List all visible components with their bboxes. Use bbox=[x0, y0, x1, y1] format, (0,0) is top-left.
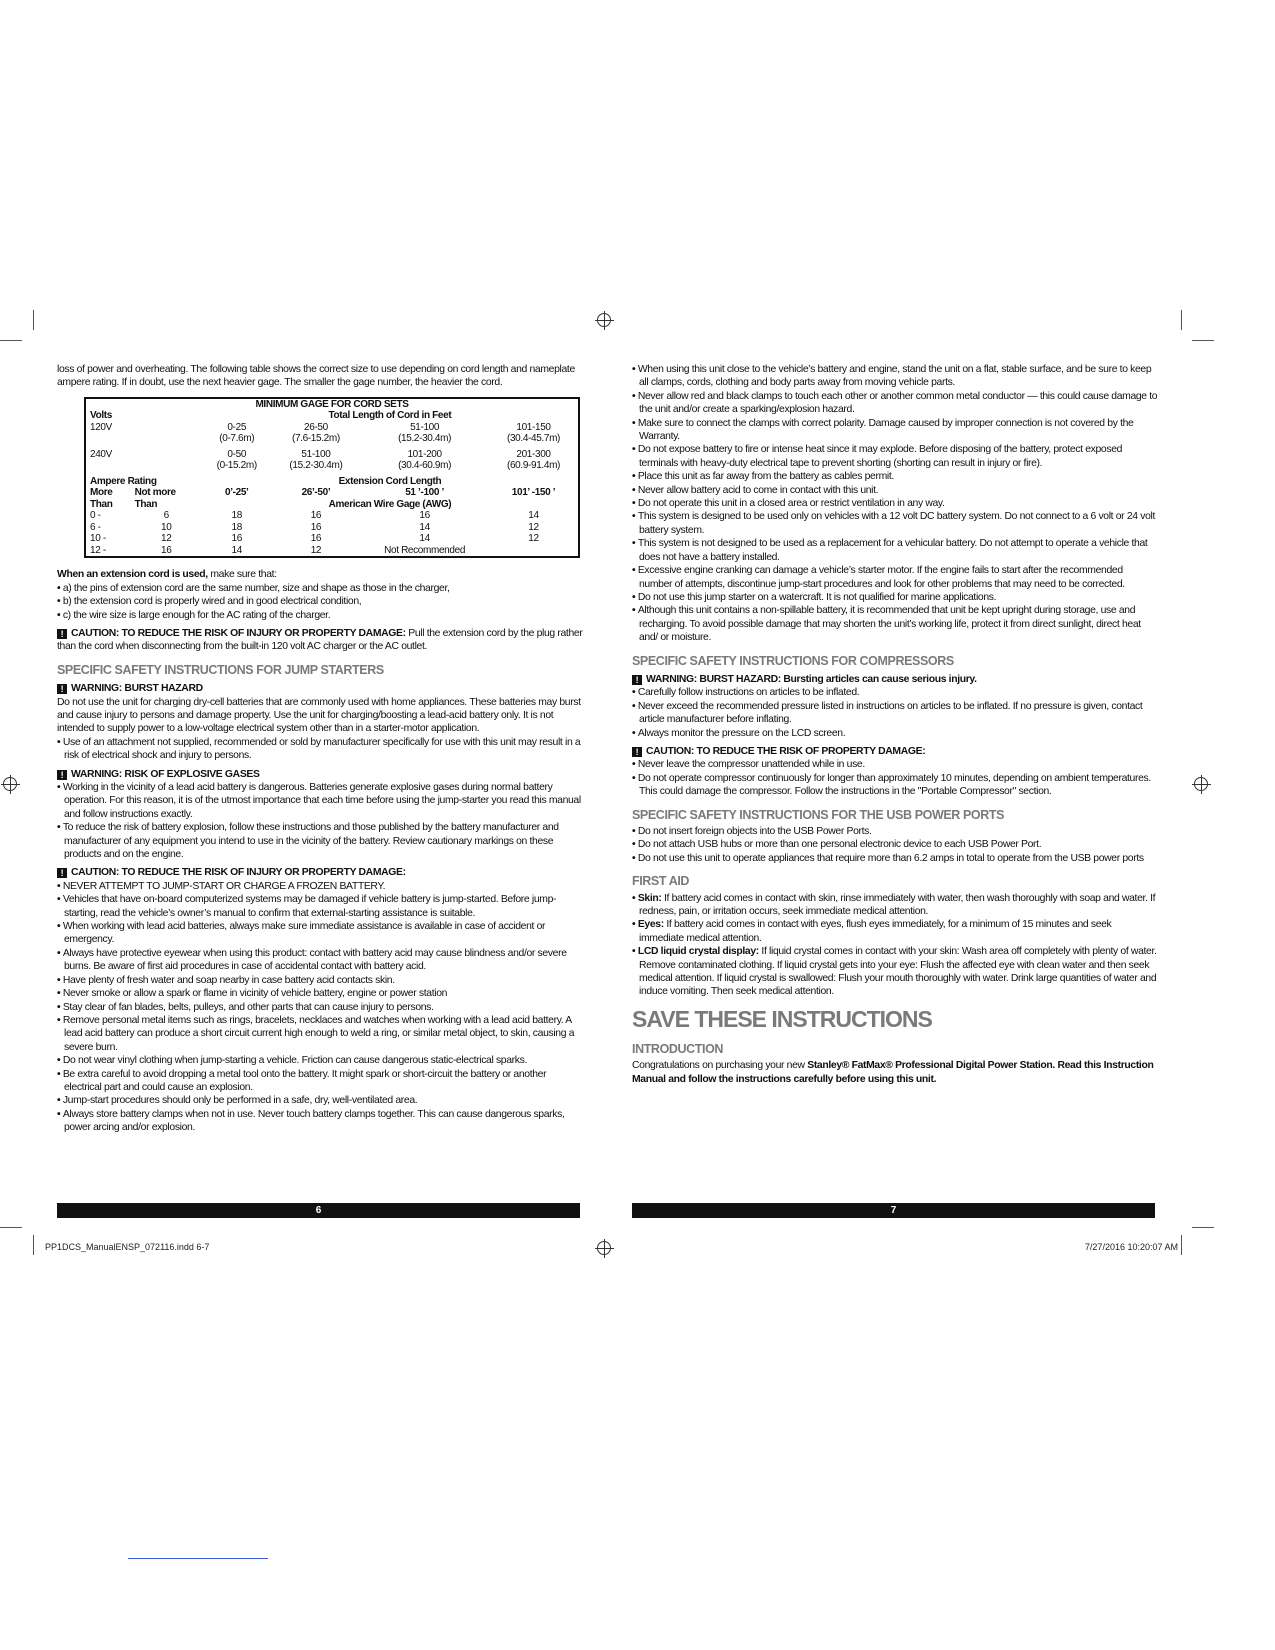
body-text: loss of power and overheating. The following table shows the correct size to use depending on cord length and nameplate ampere rating. If in doubt, use the next heavier gage. The smaller the gage number, the heavier the cord. bbox=[57, 364, 575, 389]
table-row bbox=[85, 510, 579, 522]
warning-label bbox=[57, 768, 583, 781]
body-text: Never allow battery acid to come in contact with this unit. bbox=[637, 484, 879, 496]
warning-icon: ! bbox=[632, 747, 642, 757]
table-cell: 16 bbox=[310, 533, 322, 545]
table-cell bbox=[272, 422, 360, 449]
section-heading: SPECIFIC SAFETY INSTRUCTIONS FOR THE USB POWER PORTS bbox=[632, 807, 1005, 822]
registration-mark-icon bbox=[3, 777, 17, 791]
paragraph bbox=[632, 1059, 1158, 1086]
table-cell bbox=[360, 449, 489, 476]
table-cell: More bbox=[90, 487, 113, 499]
bullet-item bbox=[632, 700, 1158, 727]
table-cell: 10 bbox=[161, 521, 172, 533]
bullet-item bbox=[632, 892, 1158, 919]
bullet-item bbox=[57, 920, 583, 947]
bullet-item bbox=[57, 880, 583, 893]
table-cell: 14 bbox=[231, 544, 242, 556]
body-text: c) the wire size is large enough for the AC rating of the charger. bbox=[62, 609, 331, 621]
bullet-item bbox=[632, 772, 1158, 799]
crop-mark bbox=[1181, 310, 1182, 330]
body-text: NEVER ATTEMPT TO JUMP-START OR CHARGE A FROZEN BATTERY. bbox=[62, 880, 386, 892]
body-text: Be extra careful to avoid dropping a metal tool onto the battery. It might spark or short-circuit the battery or another electrical part and could cause an explosion. bbox=[62, 1068, 547, 1093]
table-cell bbox=[360, 422, 489, 449]
crop-mark bbox=[0, 340, 22, 341]
warning-text: Pull the extension cord by the plug rather than the cord when disconnecting from the built-in 120 volt AC charger or the AC outlet. bbox=[57, 627, 583, 653]
bullet-item bbox=[632, 604, 1158, 644]
table-cell: Volts bbox=[90, 410, 112, 422]
bullet-item bbox=[632, 510, 1158, 537]
registration-mark-icon bbox=[597, 313, 611, 327]
body-text: This system is designed to be used only on vehicles with a 12 volt DC battery system. Do not connect to a 6 volt or 24 volt battery system. bbox=[637, 511, 1155, 536]
bullet-item bbox=[632, 727, 1158, 740]
body-text: Stay clear of fan blades, belts, pulleys, and other parts that can cause injury to persons. bbox=[62, 1001, 434, 1013]
bullet-item bbox=[57, 893, 583, 920]
table-cell: Than bbox=[134, 498, 158, 510]
range-ft: 51-100 bbox=[301, 448, 331, 460]
range-m: (0-15.2m) bbox=[216, 460, 257, 472]
warning-icon: ! bbox=[57, 629, 67, 639]
table-row bbox=[85, 545, 579, 558]
table-row bbox=[85, 499, 579, 511]
body-text: To reduce the risk of battery explosion, follow these instructions and those published by the battery manufacturer and manufacturer of any equipment you intend to use in the vicinity of the battery. Review cautionary markings on these products and on the engine. bbox=[62, 822, 559, 861]
body-text: Do not attach USB hubs or more than one personal electronic device to each USB Power Port. bbox=[637, 839, 1042, 851]
page-number-bar-left: 6 bbox=[57, 1203, 580, 1218]
bullet-item bbox=[632, 390, 1158, 417]
range-m: (7.6-15.2m) bbox=[291, 433, 340, 445]
bullet-item bbox=[57, 1094, 583, 1107]
table-cell: 240V bbox=[90, 448, 112, 460]
body-text: Jump-start procedures should only be performed in a safe, dry, well-ventilated area. bbox=[62, 1095, 418, 1107]
body-text: Always have protective eyewear when using this product: contact with battery acid may cause blindness and/or severe burns. Be aware of first aid procedures in case of accidental contact with battery acid. bbox=[62, 947, 567, 973]
body-text: Do not expose battery to fire or intense heat since it may explode. Before disposing of the battery, protect exposed terminals with heavy-duty electrical tape to prevent shorting (shorting can result in injury or fire). bbox=[637, 444, 1123, 469]
lead-text: LCD liquid crystal display: bbox=[637, 946, 759, 958]
table-cell: 12 bbox=[528, 533, 539, 545]
table-row bbox=[85, 422, 579, 449]
range-m: (30.4-45.7m) bbox=[506, 433, 561, 445]
left-page-column bbox=[57, 363, 583, 1135]
table-cell bbox=[489, 422, 579, 449]
body-text: Excessive engine cranking can damage a vehicle’s starter motor. If the engine fails to start after the recommended number of attempts, discontinue jump-start procedures and look for other problems that may need to be corrected. bbox=[637, 565, 1125, 590]
table-cell bbox=[489, 449, 579, 476]
bullet-item bbox=[57, 1108, 583, 1135]
body-text: Never smoke or allow a spark or flame in vicinity of vehicle battery, engine or power station bbox=[62, 988, 448, 1000]
range-m: (0-7.6m) bbox=[219, 433, 255, 445]
table-cell: Total Length of Cord in Feet bbox=[328, 410, 452, 422]
bullet-item bbox=[57, 974, 583, 987]
lead-text: Eyes: bbox=[637, 919, 664, 931]
table-row bbox=[85, 487, 579, 499]
table-cell: 6 bbox=[163, 510, 169, 522]
body-text: Vehicles that have on-board computerized systems may be damaged if vehicle battery is jump-started. Before jump-starting, read the vehicle’s owner’s manual to confirm that external-starting assistance is suitable. bbox=[62, 894, 557, 919]
warning-icon: ! bbox=[57, 684, 67, 694]
body-text: When working with lead acid batteries, always make sure immediate assistance is available in case of accident or emergency. bbox=[62, 921, 546, 946]
print-timestamp: 7/27/2016 10:20:07 AM bbox=[1084, 1242, 1178, 1252]
crop-mark bbox=[33, 310, 34, 330]
table-row bbox=[85, 476, 579, 488]
range-m: (15.2-30.4m) bbox=[289, 460, 343, 472]
bullet-item bbox=[632, 484, 1158, 497]
crop-mark bbox=[33, 1235, 34, 1255]
table-cell: 0’-25’ bbox=[225, 487, 249, 499]
body-text: If battery acid comes in contact with skin, rinse immediately with water, then wash thoroughly with soap and water. If redness, pain, or irritation occurs, seek immediate medical attention. bbox=[639, 892, 1156, 918]
warning-label bbox=[57, 682, 583, 695]
bullet-item bbox=[632, 918, 1158, 945]
body-text: Working in the vicinity of a lead acid battery is dangerous. Batteries generate explosive gases during normal battery operation. For this reason, it is of the utmost importance that each time before using the jump-starter you read this manual and follow instructions exactly. bbox=[62, 782, 581, 820]
warning-title: WARNING: BURST HAZARD bbox=[71, 683, 203, 695]
bullet-item bbox=[57, 736, 583, 763]
bullet-item bbox=[632, 686, 1158, 699]
range-ft: 0-50 bbox=[227, 448, 247, 460]
table-cell: 12 bbox=[310, 544, 322, 556]
bullet-item bbox=[57, 1014, 583, 1054]
table-cell: 12 - bbox=[90, 544, 106, 556]
warning-label bbox=[57, 627, 583, 654]
body-text: Do not use the unit for charging dry-cell batteries that are commonly used with home appliances. These batteries may burst and cause injury to persons and damage property. Use the unit for charging/boosting a lead-acid battery only. It is not intended to supply power to a low-voltage electrical system other than in a starter-motor application. bbox=[57, 696, 581, 735]
bullet-item bbox=[57, 821, 583, 861]
bullet-item bbox=[632, 838, 1158, 851]
section-heading: INTRODUCTION bbox=[632, 1041, 724, 1056]
table-cell: 16 bbox=[419, 510, 430, 522]
bullet-item bbox=[632, 537, 1158, 564]
table-row bbox=[85, 533, 579, 545]
range-ft: 26-50 bbox=[304, 421, 328, 433]
bullet-item bbox=[632, 363, 1158, 390]
section-heading: FIRST AID bbox=[632, 874, 690, 889]
crop-mark bbox=[1192, 1227, 1214, 1228]
table-cell bbox=[272, 449, 360, 476]
warning-title: WARNING: RISK OF EXPLOSIVE GASES bbox=[71, 768, 260, 780]
table-cell: 16 bbox=[310, 521, 322, 533]
registration-mark-icon bbox=[597, 1241, 611, 1255]
range-ft: 101-200 bbox=[407, 448, 442, 460]
section-heading: SPECIFIC SAFETY INSTRUCTIONS FOR JUMP STARTERS bbox=[57, 662, 384, 677]
bullet-item bbox=[57, 987, 583, 1000]
paragraph bbox=[57, 363, 583, 390]
bullet-item bbox=[632, 564, 1158, 591]
table-cell: Than bbox=[90, 498, 113, 510]
range-m: (60.9-91.4m) bbox=[506, 460, 561, 472]
table-cell: 16 bbox=[231, 533, 242, 545]
bullet-item bbox=[57, 609, 583, 622]
table-cell: MINIMUM GAGE FOR CORD SETS bbox=[255, 398, 409, 410]
bullet-item bbox=[632, 443, 1158, 470]
range-m: (30.4-60.9m) bbox=[398, 460, 452, 472]
lead-text: When an extension cord is used, bbox=[57, 569, 208, 581]
warning-title: CAUTION: TO REDUCE THE RISK OF INJURY OR PROPERTY DAMAGE: bbox=[71, 627, 406, 639]
warning-label bbox=[632, 745, 1158, 758]
table-cell bbox=[489, 545, 579, 558]
body-text: This system is not designed to be used as a replacement for a vehicular battery. Do not attempt to operate a vehicle that does not have a battery installed. bbox=[637, 538, 1148, 563]
table-cell: 120V bbox=[90, 421, 112, 433]
table-row bbox=[85, 410, 579, 422]
table-cell: 16 bbox=[161, 544, 172, 556]
warning-icon: ! bbox=[57, 868, 67, 878]
bullet-item bbox=[632, 945, 1158, 999]
lead-text: Skin: bbox=[637, 892, 662, 904]
bullet-item bbox=[57, 1054, 583, 1067]
bullet-item bbox=[57, 1068, 583, 1095]
body-text: Although this unit contains a non-spillable battery, it is recommended that unit be kept upright during storage, use and recharging. To avoid possible damage that may shorten the unit’s working life, protect it from direct sunlight, direct heat and/ or moisture. bbox=[637, 605, 1141, 644]
body-text: Carefully follow instructions on articles to be inflated. bbox=[637, 687, 860, 699]
table-cell: 101’ -150 ’ bbox=[511, 487, 556, 499]
table-cell: Ampere Rating bbox=[90, 475, 157, 487]
body-text: Do not insert foreign objects into the USB Power Ports. bbox=[637, 826, 872, 837]
table-cell: 18 bbox=[231, 521, 242, 533]
table-cell: American Wire Gage (AWG) bbox=[328, 498, 452, 510]
bullet-item bbox=[632, 591, 1158, 604]
body-text: a) the pins of extension cord are the same number, size and shape as those in the charger, bbox=[62, 582, 450, 594]
bullet-item bbox=[632, 852, 1158, 865]
range-ft: 201-300 bbox=[516, 448, 551, 460]
bullet-item bbox=[632, 470, 1158, 483]
body-text: Never leave the compressor unattended while in use. bbox=[637, 759, 865, 771]
table-cell: 14 bbox=[419, 533, 430, 545]
body-text: If battery acid comes in contact with eyes, flush eyes immediately, for a minimum of 15 minutes and seek immediate medical attention. bbox=[639, 919, 1112, 944]
body-text: Remove personal metal items such as rings, bracelets, necklaces and watches when working with a lead acid battery. A lead acid battery can produce a short circuit current high enough to weld a ring, or similar metal object, to skin, causing a severe burn. bbox=[62, 1014, 575, 1053]
warning-title: WARNING: BURST HAZARD: Bursting articles can cause serious injury. bbox=[646, 673, 977, 685]
body-text: Never allow red and black clamps to touch each other or another common metal conductor — this could cause damage to the unit and/or create a sparking/explosion hazard. bbox=[637, 390, 1158, 416]
save-instructions-heading: SAVE THESE INSTRUCTIONS bbox=[632, 1005, 932, 1032]
table-cell: 6 - bbox=[90, 521, 101, 533]
body-text: When using this unit close to the vehicle’s battery and engine, stand the unit on a flat, stable surface, and be sure to keep all clamps, cords, clothing and body parts away from moving vehicle parts. bbox=[637, 364, 1152, 389]
body-text: Congratulations on purchasing your new bbox=[632, 1060, 808, 1072]
bullet-item bbox=[57, 947, 583, 974]
body-text: Place this unit as far away from the battery as cables permit. bbox=[637, 471, 894, 483]
table-cell: 16 bbox=[310, 510, 322, 522]
body-text: Do not operate this unit in a closed area or restrict ventilation in any way. bbox=[637, 498, 945, 510]
body-text: Use of an attachment not supplied, recommended or sold by manufacturer specifically for use with this unit may result in a risk of electrical shock and injury to persons. bbox=[62, 736, 581, 762]
right-page-column bbox=[632, 363, 1158, 1093]
body-text: make sure that: bbox=[207, 569, 277, 581]
bullet-item bbox=[632, 758, 1158, 771]
body-text: Do not use this jump starter on a watercraft. It is not qualified for marine applications. bbox=[637, 591, 997, 603]
body-text: Make sure to connect the clamps with correct polarity. Damage caused by improper connection is not covered by the Warranty. bbox=[637, 417, 1134, 443]
table-cell bbox=[202, 449, 272, 476]
table-cell: 51 ’-100 ’ bbox=[405, 487, 444, 499]
bullet-item bbox=[632, 497, 1158, 510]
crop-mark bbox=[1181, 1235, 1182, 1255]
crop-mark bbox=[1192, 340, 1214, 341]
table-cell bbox=[202, 422, 272, 449]
body-text: Do not use this unit to operate appliances that require more than 6.2 amps in total to operate from the USB power ports bbox=[637, 852, 1144, 864]
paragraph bbox=[57, 696, 583, 736]
body-text: Always monitor the pressure on the LCD screen. bbox=[637, 727, 846, 739]
table-cell: 14 bbox=[528, 510, 539, 522]
bullet-item bbox=[57, 595, 583, 608]
page-number-bar-right: 7 bbox=[632, 1203, 1155, 1218]
table-cell: 26’-50’ bbox=[301, 487, 331, 499]
range-ft: 51-100 bbox=[410, 421, 440, 433]
table-cell: Extension Cord Length bbox=[338, 475, 442, 487]
file-slug: PP1DCS_ManualENSP_072116.indd 6-7 bbox=[45, 1242, 210, 1252]
bullet-item bbox=[632, 825, 1158, 838]
table-row bbox=[85, 398, 579, 411]
table-cell: 12 bbox=[528, 521, 539, 533]
body-text: Always store battery clamps when not in use. Never touch battery clamps together. This can cause dangerous sparks, power arcing and/or explosion. bbox=[62, 1108, 565, 1134]
bullet-item bbox=[632, 417, 1158, 444]
warning-icon: ! bbox=[57, 770, 67, 780]
body-text: If liquid crystal comes in contact with your skin: Wash area off completely with plenty of water. Remove contaminated clothing. If liquid crystal gets into your eye: Flush the affected eye with clean water and then seek medical attention. If liquid crystal is swallowed: Flush your mouth thoroughly with water. Drink large quantities of water and induce vomiting. Then seek medical attention. bbox=[639, 946, 1157, 998]
registration-mark-icon bbox=[1194, 777, 1208, 791]
warning-icon: ! bbox=[632, 675, 642, 685]
warning-title: CAUTION: TO REDUCE THE RISK OF PROPERTY DAMAGE: bbox=[646, 745, 926, 757]
warning-label bbox=[632, 673, 1158, 686]
range-ft: 0-25 bbox=[227, 421, 247, 433]
body-text: b) the extension cord is properly wired and in good electrical condition, bbox=[62, 596, 362, 608]
cord-gage-table bbox=[84, 397, 580, 559]
body-text: Never exceed the recommended pressure listed in instructions on articles to be inflated. If no pressure is given, contact article manufacturer before inflating. bbox=[637, 700, 1143, 726]
table-row bbox=[85, 522, 579, 534]
warning-label bbox=[57, 866, 583, 879]
crop-mark bbox=[0, 1227, 22, 1228]
range-m: (15.2-30.4m) bbox=[398, 433, 452, 445]
warning-title: CAUTION: TO REDUCE THE RISK OF INJURY OR PROPERTY DAMAGE: bbox=[71, 867, 406, 879]
range-ft: 101-150 bbox=[516, 421, 551, 433]
section-heading: SPECIFIC SAFETY INSTRUCTIONS FOR COMPRESSORS bbox=[632, 653, 954, 668]
table-cell: 14 bbox=[419, 521, 430, 533]
link-underline bbox=[128, 1558, 268, 1559]
table-cell: 12 bbox=[161, 533, 172, 545]
table-cell: Not Recommended bbox=[384, 544, 466, 556]
body-text: Do not wear vinyl clothing when jump-starting a vehicle. Friction can cause dangerous static-electrical sparks. bbox=[62, 1055, 528, 1067]
table-cell: 18 bbox=[231, 510, 242, 522]
lead-text: Stanley® FatMax® Professional Digital Power Station. Read this Instruction Manual and follow the instructions carefully before using this unit. bbox=[632, 1060, 1154, 1085]
bullet-item bbox=[57, 781, 583, 821]
body-text: Have plenty of fresh water and soap nearby in case battery acid contacts skin. bbox=[62, 974, 395, 986]
table-cell: Not more bbox=[134, 487, 176, 499]
table-cell: 10 - bbox=[90, 533, 106, 545]
table-cell: 0 - bbox=[90, 510, 101, 522]
bullet-item bbox=[57, 582, 583, 595]
bullet-item bbox=[57, 1001, 583, 1014]
body-text: Do not operate compressor continuously for longer than approximately 10 minutes, depending on ambient temperatures. This could damage the compressor. Follow the instructions in the "Portable Compressor" section. bbox=[637, 772, 1151, 798]
paragraph bbox=[57, 568, 583, 581]
table-row bbox=[85, 449, 579, 476]
